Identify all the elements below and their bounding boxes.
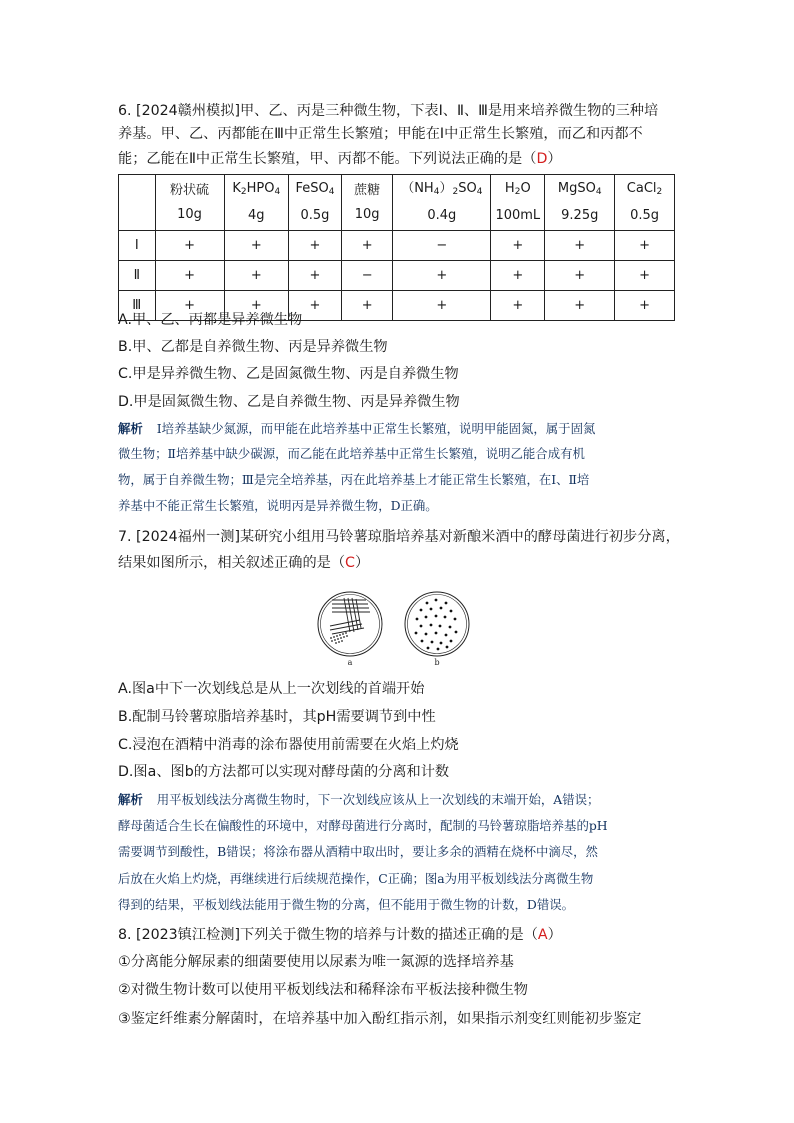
table-cell: +: [155, 291, 224, 321]
table-row: [119, 261, 675, 291]
table-cell: +: [491, 291, 545, 321]
q7-stem-line1: 7. [2024福州一测]某研究小组用马铃薯琼脂培养基对新酿米酒中的酵母菌进行初步分离，: [118, 529, 680, 545]
q7-analysis-line1: 解析 用平板划线法分离微生物时，下一次划线应该从上一次划线的末端开始，A错误；: [118, 792, 600, 807]
header-cell: 粉状硫 10g: [155, 175, 224, 231]
header-cell: $H_2O$ 100mL: [491, 175, 545, 231]
header-cell: MgSO$_4$ 9.25g: [545, 175, 615, 231]
table-cell: +: [491, 231, 545, 261]
q7-option-b: B.配制马铃薯琼脂培养基时，其pH需要调节到中性: [118, 709, 436, 725]
q6-option-c: C.甲是异养微生物、乙是固氮微生物、丙是自养微生物: [118, 366, 459, 382]
q8-statement-1: ①分离能分解尿素的细菌要使用以尿素为唯一氮源的选择培养基: [118, 954, 514, 970]
q6-stem-line3: [118, 149, 562, 169]
table-corner-cell: [119, 175, 156, 231]
q7-option-d: D.图a、图b的方法都可以实现对酵母菌的分离和计数: [118, 764, 450, 780]
q8-answer: A: [537, 927, 548, 943]
q7-analysis-line5: 得到的结果，平板划线法能用于微生物的分离，但不能用于微生物的计数，D错误。: [118, 897, 574, 912]
q7-option-c: C.浸泡在酒精中消毒的涂布器使用前需要在火焰上灼烧: [118, 737, 459, 753]
row-label: Ⅰ: [119, 231, 156, 261]
q8-stem: 8. [2023镇江检测]下列关于微生物的培养与计数的描述正确的是（A）: [118, 927, 562, 943]
q6-analysis-line1: 解析 Ⅰ培养基缺少氮源，而甲能在此培养基中正常生长繁殖，说明甲能固氮，属于固氮: [118, 421, 596, 436]
q6-analysis-line3: 物，属于自养微生物；Ⅲ是完全培养基，丙在此培养基上才能正常生长繁殖，在Ⅰ、Ⅱ培: [118, 472, 590, 487]
table-cell: +: [615, 231, 675, 261]
table-header-row: [119, 175, 675, 231]
q7-option-a: A.图a中下一次划线总是从上一次划线的首端开始: [118, 681, 425, 697]
medium-table: [118, 174, 675, 321]
table-cell: +: [289, 261, 342, 291]
table-cell: +: [224, 291, 289, 321]
q7-answer: C: [345, 555, 355, 571]
table-cell: +: [224, 261, 289, 291]
dish-b-label: b: [434, 658, 440, 667]
table-cell: +: [289, 231, 342, 261]
q7-analysis-line2: 酵母菌适合生长在偏酸性的环境中，对酵母菌进行分离时，配制的马铃薯琼脂培养基的pH: [118, 818, 608, 833]
header-cell: $K_2HPO_4$ 4g: [224, 175, 289, 231]
row-label: Ⅱ: [119, 261, 156, 291]
table-cell: +: [393, 261, 491, 291]
header-cell: FeSO$_4$ 0.5g: [289, 175, 342, 231]
q8-statement-3: ③鉴定纤维素分解菌时，在培养基中加入酚红指示剂，如果指示剂变红则能初步鉴定: [118, 1011, 642, 1027]
table-cell: +: [545, 291, 615, 321]
table-cell: +: [155, 261, 224, 291]
table-cell: −: [341, 261, 393, 291]
dish-a-streak-plate: [318, 592, 382, 656]
q6-option-a: A.甲、乙、丙都是异养微生物: [118, 312, 303, 328]
table-cell: +: [224, 231, 289, 261]
q6-stem-text: 能；乙能在Ⅱ中正常生长繁殖，甲、丙都不能。下列说法正确的是（: [118, 151, 537, 167]
q6-option-d: D.甲是固氮微生物、乙是自养微生物、丙是异养微生物: [118, 394, 460, 410]
table-cell: +: [615, 291, 675, 321]
q6-stem-line2: 养基。甲、乙、丙都能在Ⅲ中正常生长繁殖；甲能在Ⅰ中正常生长繁殖，而乙和丙都不: [118, 126, 643, 142]
petri-dish-figure: [310, 586, 480, 668]
q7-analysis-line3: 需要调节到酸性，B错误；将涂布器从酒精中取出时，要让多余的酒精在烧杯中滴尽，然: [118, 844, 598, 859]
q6-close-paren: ）: [547, 151, 562, 167]
petri-dish-svg: [310, 586, 480, 668]
table-cell: +: [155, 231, 224, 261]
q7-stem-line2: 结果如图所示，相关叙述正确的是（C）: [118, 555, 370, 571]
table-cell: +: [545, 261, 615, 291]
row-label: Ⅲ: [119, 291, 156, 321]
header-cell: 蔗糖 10g: [341, 175, 393, 231]
table-cell: +: [289, 291, 342, 321]
q6-option-b: B.甲、乙都是自养微生物、丙是异养微生物: [118, 339, 388, 355]
analysis-label: 解析: [118, 421, 143, 436]
table-cell: +: [341, 231, 393, 261]
table-cell: +: [393, 291, 491, 321]
table-cell: +: [545, 231, 615, 261]
q7-analysis-line4: 后放在火焰上灼烧，再继续进行后续规范操作，C正确；图a为用平板划线法分离微生物: [118, 871, 594, 886]
table-row: [119, 231, 675, 261]
q6-answer: D: [536, 151, 548, 167]
table-cell: +: [491, 261, 545, 291]
table-cell: +: [341, 291, 393, 321]
q6-analysis-line2: 微生物；Ⅱ培养基中缺少碳源，而乙能在此培养基中正常生长繁殖，说明乙能合成有机: [118, 446, 585, 461]
table-cell: −: [393, 231, 491, 261]
q6-analysis-line4: 养基中不能正常生长繁殖，说明丙是异养微生物，D正确。: [118, 498, 438, 513]
q8-statement-2: ②对微生物计数可以使用平板划线法和稀释涂布平板法接种微生物: [118, 982, 528, 998]
q6-stem-line1: 6. [2024赣州模拟]甲、乙、丙是三种微生物，下表Ⅰ、Ⅱ、Ⅲ是用来培养微生物的三种培: [118, 103, 659, 119]
analysis-label: 解析: [118, 792, 143, 807]
header-cell: $(NH_4)_2SO_4$ 0.4g: [393, 175, 491, 231]
dish-a-label: a: [347, 658, 353, 667]
header-cell: CaCl$_2$ 0.5g: [615, 175, 675, 231]
dish-b-spread-plate: [405, 592, 469, 656]
table-cell: +: [615, 261, 675, 291]
